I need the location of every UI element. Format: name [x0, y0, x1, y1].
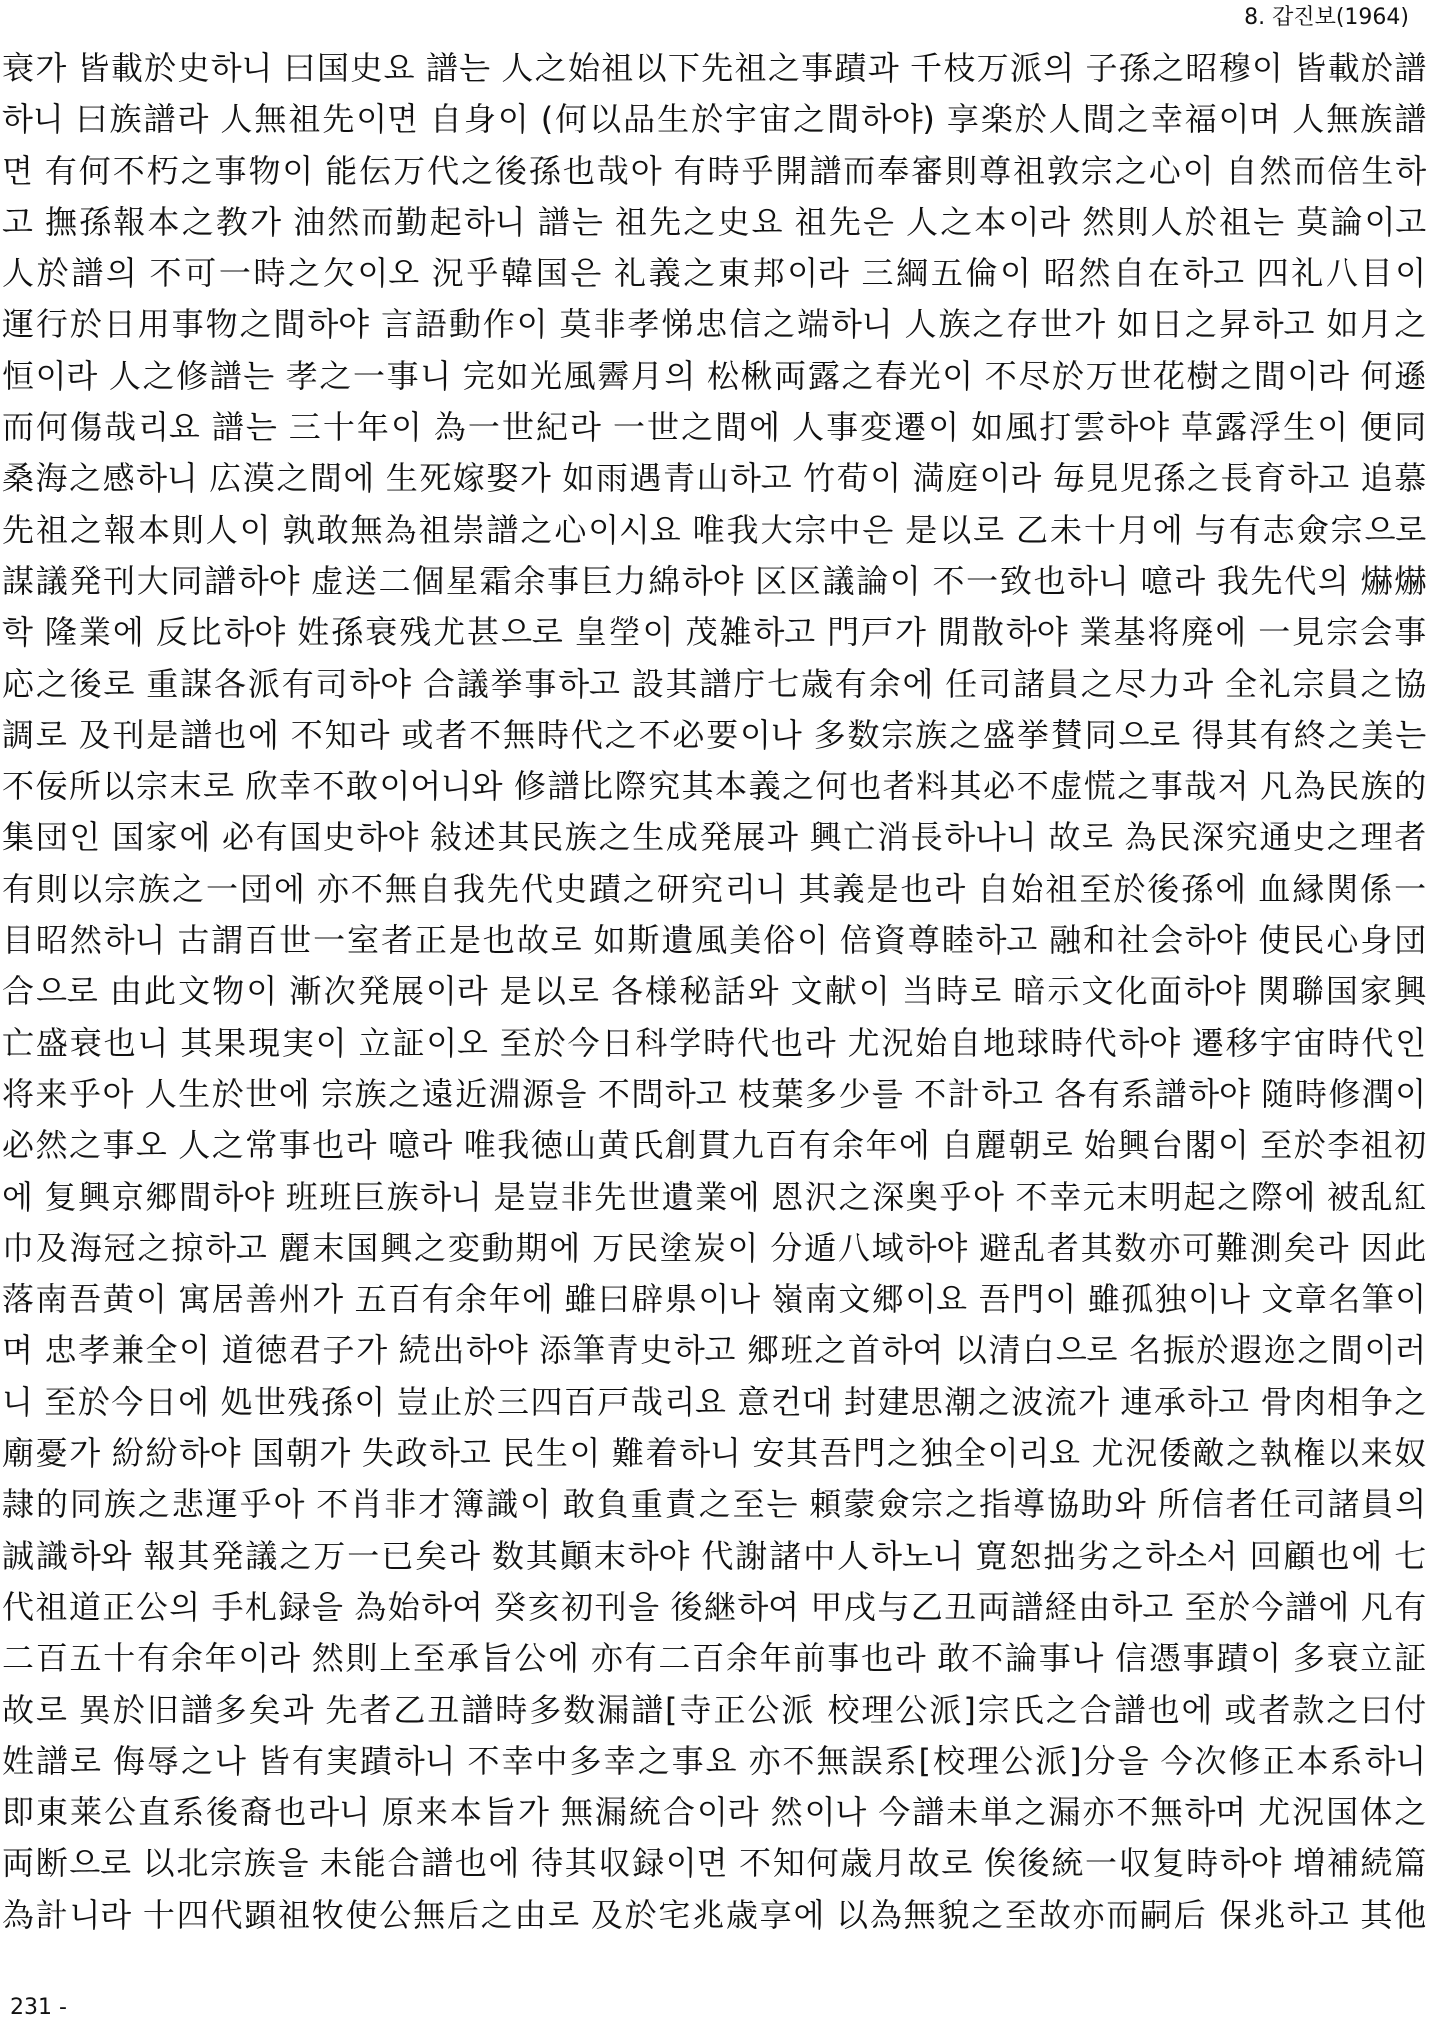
text-line: 巾及海冠之掠하고 麗末国興之変動期에 万民塗炭이 分遁八域하야 避乱者其数亦可難測矣라 因此 — [2, 1228, 1426, 1267]
text-line: 학 隆業에 反比하야 姓孫衰残尤甚으로 皇塋이 茂雑하고 門戸가 閒散하야 業基将廃에 一見宗会事 — [2, 613, 1426, 652]
text-line: 有則以宗族之一団에 亦不無自我先代史蹟之研究리니 其義是也라 自始祖至於後孫에 血縁関係一 — [2, 869, 1426, 908]
text-line: 恒이라 人之修譜는 孝之一事니 完如光風霽月의 松楸両露之春光이 不尽於万世花樹之間이라 何遜 — [2, 356, 1426, 395]
text-line: 면 有何不朽之事物이 能伝万代之後孫也哉아 有時乎開譜而奉審則尊祖敦宗之心이 自然而倍生하 — [2, 151, 1426, 190]
text-line: 故로 異於旧譜多矣과 先者乙丑譜時多数漏譜[寺正公派 校理公派]宗氏之合譜也에 或者款之曰付 — [2, 1690, 1426, 1729]
text-line: 桑海之感하니 広漠之間에 生死嫁娶가 如雨遇青山하고 竹荀이 満庭이라 毎見児孫之長育하고 追慕 — [2, 459, 1426, 498]
text-line: 集団인 国家에 必有国史하야 敍述其民族之生成発展과 興亡消長하나니 故로 為民深究通史之理者 — [2, 818, 1426, 857]
text-line: 調로 及刊是譜也에 不知라 或者不無時代之不必要이나 多数宗族之盛挙賛同으로 得其有終之美는 — [2, 715, 1426, 754]
text-line: 二百五十有余年이라 然則上至承旨公에 亦有二百余年前事也라 敢不論事나 信憑事蹟이 多衰立証 — [2, 1639, 1426, 1678]
text-line: 而何傷哉리요 譜는 三十年이 為一世紀라 一世之間에 人事変遷이 如風打雲하야 草露浮生이 便同 — [2, 408, 1426, 447]
body-text — [2, 43, 1426, 1992]
text-line: 不佞所以宗末로 欣幸不敢이어니와 修譜比際究其本義之何也者料其必不虚慌之事哉저 凡為民族的 — [2, 767, 1426, 806]
text-line: 하니 曰族譜라 人無祖先이면 自身이 (何以品生於宇宙之間하야) 享楽於人間之幸福이며 人無族譜 — [2, 100, 1426, 139]
text-line: 運行於日用事物之間하야 言語動作이 莫非孝悌忠信之端하니 人族之存世가 如日之昇하고 如月之 — [2, 305, 1426, 344]
text-line: 衰가 皆載於史하니 曰国史요 譜는 人之始祖以下先祖之事蹟과 千枝万派의 子孫之昭穆이 皆載於譜 — [2, 49, 1426, 87]
text-line: 将来乎아 人生於世에 宗族之遠近淵源을 不問하고 枝葉多少를 不計하고 各有系譜하야 随時修潤이 — [2, 1074, 1426, 1113]
text-line: 両断으로 以北宗族을 未能合譜也에 待其収録이면 不知何歳月故로 俟後統一収复時하야 増補続篇 — [2, 1844, 1426, 1883]
text-line: 謀議発刊大同譜하야 虚送二個星霜余事巨力綿하야 区区議論이 不一致也하니 噫라 我先代의 爀爀 — [2, 561, 1426, 600]
text-line: 誠識하와 報其発議之万一已矣라 数其顚末하야 代謝諸中人하노니 寛恕拙劣之하소서 回顧也에 七 — [2, 1536, 1426, 1575]
text-line: 姓譜로 侮辱之나 皆有実蹟하니 不幸中多幸之事요 亦不無誤系[校理公派]分을 今次修正本系하니 — [2, 1741, 1426, 1780]
text-line: 必然之事오 人之常事也라 噫라 唯我徳山黄氏創貫九百有余年에 自麗朝로 始興台閣이 至於李祖初 — [2, 1126, 1426, 1165]
text-line: 隷的同族之悲運乎아 不肖非才簿識이 敢負重責之至는 頼蒙僉宗之指導協助와 所信者任司諸員의 — [2, 1485, 1426, 1524]
text-line: 為計니라 十四代顕祖牧使公無后之由로 及於宅兆歳享에 以為無貌之至故亦而嗣后 保兆하고 其他 — [2, 1895, 1426, 1934]
text-line: 亡盛衰也니 其果現実이 立証이오 至於今日科学時代也라 尤況始自地球時代하야 遷移宇宙時代인 — [2, 1023, 1426, 1062]
text-line: 合으로 由此文物이 漸次発展이라 是以로 各様秘話와 文献이 当時로 暗示文化面하야 関聯国家興 — [2, 972, 1426, 1011]
text-line: 人於譜의 不可一時之欠이오 況乎韓国은 礼義之東邦이라 三綱五倫이 昭然自在하고 四礼八目이 — [2, 254, 1426, 293]
text-line: 代祖道正公의 手札録을 為始하여 癸亥初刊을 後継하여 甲戌与乙丑両譜経由하고 至於今譜에 凡有 — [2, 1587, 1426, 1626]
text-line: 며 忠孝兼全이 道徳君子가 続出하야 添筆青史하고 郷班之首하여 以清白으로 名振於遐迩之間이러 — [2, 1331, 1426, 1370]
text-line: 니 至於今日에 処世残孫이 豈止於三四百戸哉리요 意컨대 封建思潮之波流가 連承하고 骨肉相争之 — [2, 1382, 1426, 1421]
running-header: 8. 갑진보(1964) — [1244, 5, 1409, 30]
text-line: 에 复興京郷間하야 班班巨族하니 是豈非先世遺業에 恩沢之深奥乎아 不幸元末明起之際에 被乱紅 — [2, 1177, 1426, 1216]
text-line: 目昭然하니 古謂百世一室者正是也故로 如斯遺風美俗이 倍資尊睦하고 融和社会하야 使民心身団 — [2, 921, 1426, 960]
text-line: 応之後로 重謀各派有司하야 合議挙事하고 設其譜庁七歳有余에 任司諸員之尽力과 全礼宗員之協 — [2, 664, 1426, 703]
text-line: 先祖之報本則人이 孰敢無為祖崇譜之心이시요 唯我大宗中은 是以로 乙未十月에 与有志僉宗으로 — [2, 510, 1426, 549]
text-line: 고 撫孫報本之教가 油然而勤起하니 譜는 祖先之史요 祖先은 人之本이라 然則人於祖는 莫論이고 — [2, 202, 1426, 241]
text-line: 落南吾黄이 寓居善州가 五百有余年에 雖曰辟県이나 嶺南文郷이요 吾門이 雖孤独이나 文章名筆이 — [2, 1280, 1426, 1319]
page-number: 231 - — [10, 1995, 67, 2020]
text-line: 廟憂가 紛紛하야 国朝가 失政하고 民生이 難着하니 安其吾門之独全이리요 尤況倭敵之執権以来奴 — [2, 1434, 1426, 1473]
text-line — [2, 1941, 1426, 1992]
text-line: 即東莱公直系後裔也라니 原来本旨가 無漏統合이라 然이나 今譜未単之漏亦不無하며 尤況国体之 — [2, 1793, 1426, 1832]
